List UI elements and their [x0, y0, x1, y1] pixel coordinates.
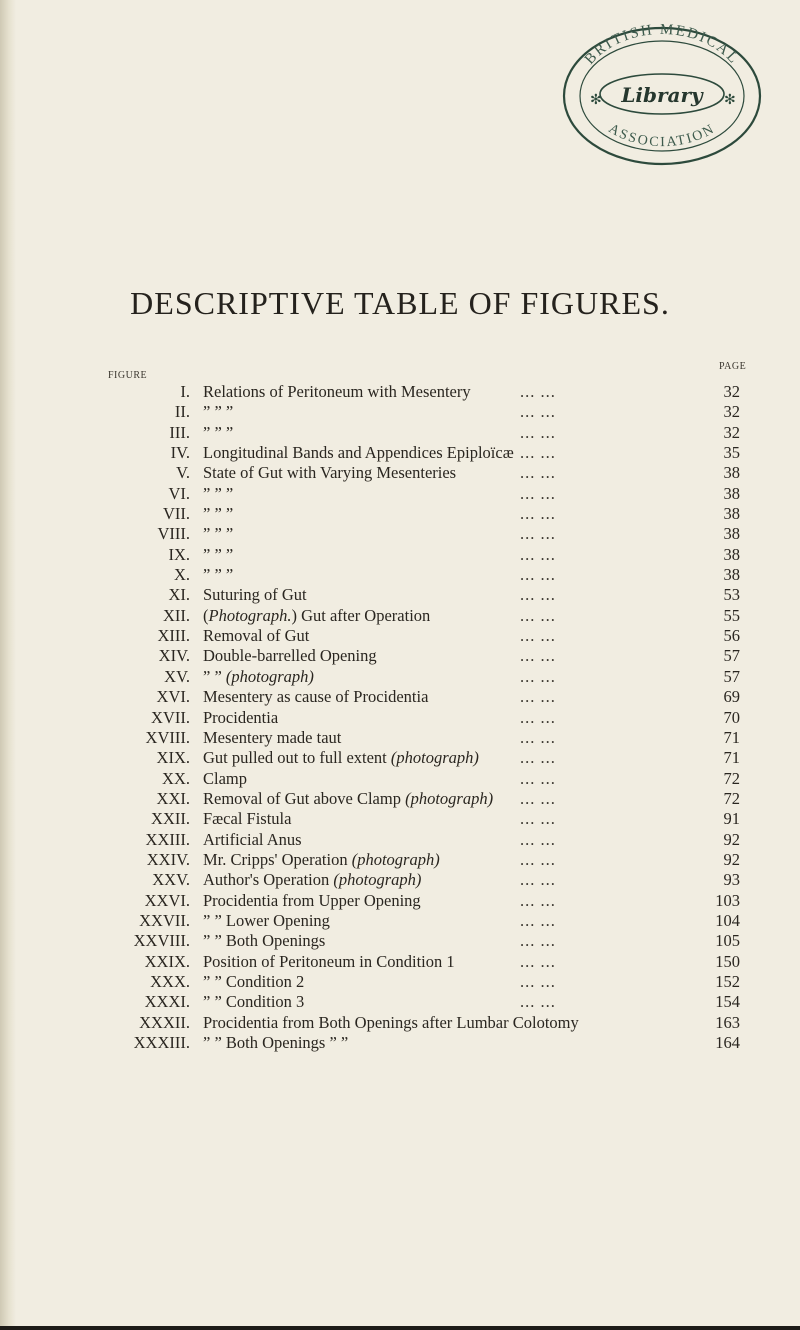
page-number: 38	[723, 565, 740, 585]
table-row	[0, 606, 800, 626]
figure-title: ” ” ”	[203, 402, 234, 422]
dot-leader: ... ...	[520, 544, 556, 564]
figure-title: Suturing of Gut	[203, 585, 307, 605]
figure-title: ” ” ”	[203, 483, 234, 503]
figure-number: XVI.	[156, 687, 190, 707]
table-row	[0, 524, 800, 544]
page-number: 105	[715, 931, 740, 951]
table-row	[0, 626, 800, 646]
dot-leader: ... ...	[520, 666, 556, 686]
figure-number: XXI.	[156, 788, 190, 808]
page-number: 32	[723, 422, 740, 442]
figure-number: XXIX.	[144, 951, 190, 971]
figure-number: XV.	[164, 666, 190, 686]
figure-title: Mesentery made taut	[203, 727, 342, 747]
page-bottom-edge	[0, 1326, 800, 1330]
table-row	[0, 931, 800, 951]
table-row	[0, 402, 800, 422]
page-number: 72	[723, 768, 740, 788]
page-number: 57	[723, 646, 740, 666]
figure-number: XI.	[168, 585, 190, 605]
stamp-ornament-right: ✻	[724, 93, 736, 108]
figure-number: XII.	[162, 605, 190, 625]
figure-title: Position of Peritoneum in Condition 1	[203, 951, 455, 971]
figure-number: X.	[173, 565, 190, 585]
figure-number: V.	[176, 463, 190, 483]
figure-title: Gut pulled out to full extent (photograph)	[203, 748, 479, 768]
table-row	[0, 585, 800, 605]
page-number: 38	[723, 483, 740, 503]
page-number: 38	[723, 524, 740, 544]
table-row	[0, 484, 800, 504]
dot-leader: ... ...	[520, 951, 556, 971]
figure-title: ” ” Both Openings	[203, 931, 326, 951]
table-row	[0, 789, 800, 809]
figure-number: VI.	[168, 483, 190, 503]
figure-title: ” ” Both Openings ” ”	[203, 1033, 349, 1052]
table-row	[0, 1013, 800, 1033]
dot-leader: ... ...	[520, 809, 556, 829]
table-row	[0, 850, 800, 870]
figure-title: (Photograph.) Gut after Operation	[203, 605, 431, 625]
figure-number: XXV.	[152, 870, 190, 890]
stamp-center-text: Library	[621, 83, 703, 107]
figure-title: Fæcal Fistula	[203, 809, 292, 829]
table-row	[0, 443, 800, 463]
figure-title: Author's Operation (photograph)	[203, 870, 422, 890]
dot-leader: ... ...	[520, 565, 556, 585]
page-number: 70	[723, 707, 740, 727]
dot-leader: ... ...	[520, 931, 556, 951]
stamp-top-text: BRITISH MEDICAL	[581, 21, 743, 68]
table-row	[0, 728, 800, 748]
dot-leader: ... ...	[520, 524, 556, 544]
figure-number: XXXIII.	[133, 1033, 190, 1052]
page-number: 69	[723, 687, 740, 707]
dot-leader: ... ...	[520, 687, 556, 707]
svg-text:BRITISH MEDICAL	[582, 22, 742, 68]
figure-title: Removal of Gut above Clamp (photograph)	[203, 788, 494, 808]
figure-title: Procidentia from Upper Opening	[203, 890, 421, 910]
figure-title: ” ” (photograph)	[203, 666, 314, 686]
figure-title: Relations of Peritoneum with Mesentery	[203, 382, 471, 401]
table-row	[0, 748, 800, 768]
figure-number: XXXI.	[144, 992, 190, 1012]
page-number: 163	[715, 1012, 740, 1032]
page-number: 104	[715, 910, 740, 930]
figure-number: III.	[169, 422, 190, 442]
dot-leader: ... ...	[520, 605, 556, 625]
figure-number: XXVIII.	[133, 931, 190, 951]
page-number: 93	[723, 870, 740, 890]
figure-number: XIX.	[156, 748, 190, 768]
table-row	[0, 1033, 800, 1053]
page-number: 92	[723, 849, 740, 869]
figure-number: XXVII.	[139, 910, 190, 930]
dot-leader: ... ...	[520, 849, 556, 869]
table-row	[0, 891, 800, 911]
figure-number: IV.	[170, 443, 190, 463]
figure-title: ” ” ”	[203, 504, 234, 524]
figure-column-header: FIGURE	[108, 370, 148, 381]
table-row	[0, 870, 800, 890]
table-row	[0, 463, 800, 483]
figure-number: VII.	[162, 504, 190, 524]
figure-title: ” ” Lower Opening	[203, 910, 330, 930]
figure-number: XXII.	[151, 809, 190, 829]
figure-title: Longitudinal Bands and Appendices Epiploïcæ	[203, 443, 514, 463]
table-row	[0, 545, 800, 565]
dot-leader: ... ...	[520, 443, 556, 463]
figure-number: XVIII.	[145, 727, 190, 747]
figure-title: Double-barrelled Opening	[203, 646, 377, 666]
table-row	[0, 382, 800, 402]
dot-leader: ... ...	[520, 890, 556, 910]
table-row	[0, 809, 800, 829]
svg-text:ASSOCIATION	[606, 121, 718, 150]
page-number: 35	[723, 443, 740, 463]
dot-leader: ... ...	[520, 829, 556, 849]
figure-number: XVII.	[151, 707, 190, 727]
page-number: 38	[723, 544, 740, 564]
figure-title: ” ” Condition 2	[203, 971, 305, 991]
page-number: 72	[723, 788, 740, 808]
dot-leader: ... ...	[520, 707, 556, 727]
page-number: 92	[723, 829, 740, 849]
figure-number: XX.	[162, 768, 190, 788]
figure-title: ” ” Condition 3	[203, 992, 305, 1012]
page-number: 56	[723, 626, 740, 646]
dot-leader: ... ...	[520, 748, 556, 768]
figure-number: XIV.	[158, 646, 190, 666]
figure-title: ” ” ”	[203, 544, 234, 564]
dot-leader: ... ...	[520, 626, 556, 646]
page-number: 32	[723, 402, 740, 422]
dot-leader: ... ...	[520, 585, 556, 605]
figure-title: Procidentia from Both Openings after Lumbar Colotomy	[203, 1012, 579, 1032]
table-row	[0, 952, 800, 972]
dot-leader: ... ...	[520, 463, 556, 483]
figure-number: XIII.	[157, 626, 190, 646]
table-row	[0, 769, 800, 789]
dot-leader: ... ...	[520, 788, 556, 808]
figure-number: I.	[180, 382, 190, 401]
dot-leader: ... ...	[520, 422, 556, 442]
table-row	[0, 504, 800, 524]
figure-number: II.	[174, 402, 190, 422]
page-number: 32	[723, 382, 740, 401]
figure-title: ” ” ”	[203, 422, 234, 442]
figure-number: XXXII.	[139, 1012, 190, 1032]
dot-leader: ... ...	[520, 992, 556, 1012]
figure-title: Removal of Gut	[203, 626, 310, 646]
figure-title: State of Gut with Varying Mesenteries	[203, 463, 457, 483]
page-number: 38	[723, 463, 740, 483]
page-number: 55	[723, 605, 740, 625]
page-number: 71	[723, 748, 740, 768]
table-row	[0, 911, 800, 931]
table-row	[0, 565, 800, 585]
figure-title: ” ” ”	[203, 565, 234, 585]
page-title: DESCRIPTIVE TABLE OF FIGURES.	[130, 285, 670, 321]
dot-leader: ... ...	[520, 768, 556, 788]
figure-title: ” ” ”	[203, 524, 234, 544]
page-number: 91	[723, 809, 740, 829]
dot-leader: ... ...	[520, 870, 556, 890]
page-column-header: PAGE	[719, 361, 747, 372]
figure-number: VIII.	[157, 524, 190, 544]
page-number: 164	[715, 1033, 740, 1052]
dot-leader: ... ...	[520, 910, 556, 930]
page-number: 154	[715, 992, 740, 1012]
figure-title: Mesentery as cause of Procidentia	[203, 687, 429, 707]
page-number: 103	[715, 890, 740, 910]
page-number: 53	[723, 585, 740, 605]
table-row	[0, 830, 800, 850]
page-number: 38	[723, 504, 740, 524]
table-row	[0, 423, 800, 443]
figure-title: Clamp	[203, 768, 247, 788]
page-number: 152	[715, 971, 740, 991]
dot-leader: ... ...	[520, 483, 556, 503]
dot-leader: ... ...	[520, 382, 556, 401]
figure-title: Mr. Cripps' Operation (photograph)	[203, 849, 440, 869]
dot-leader: ... ...	[520, 504, 556, 524]
table-row	[0, 687, 800, 707]
stamp-bottom-text: ASSOCIATION	[605, 121, 719, 151]
figure-number: XXX.	[150, 971, 190, 991]
figure-number: XXIII.	[145, 829, 190, 849]
table-row	[0, 972, 800, 992]
page-number: 57	[723, 666, 740, 686]
dot-leader: ... ...	[520, 646, 556, 666]
table-row	[0, 667, 800, 687]
figure-number: XXIV.	[146, 849, 190, 869]
library-stamp	[558, 14, 766, 166]
page-number: 71	[723, 727, 740, 747]
figures-table	[0, 382, 800, 1053]
table-row	[0, 708, 800, 728]
figure-number: IX.	[168, 544, 190, 564]
figure-number: XXVI.	[144, 890, 190, 910]
dot-leader: ... ...	[520, 727, 556, 747]
dot-leader: ... ...	[520, 971, 556, 991]
dot-leader: ... ...	[520, 402, 556, 422]
table-row	[0, 646, 800, 666]
figure-title: Artificial Anus	[203, 829, 302, 849]
page-number: 150	[715, 951, 740, 971]
stamp-ornament-left: ✻	[590, 93, 602, 108]
figure-title: Procidentia	[203, 707, 279, 727]
table-row	[0, 992, 800, 1012]
